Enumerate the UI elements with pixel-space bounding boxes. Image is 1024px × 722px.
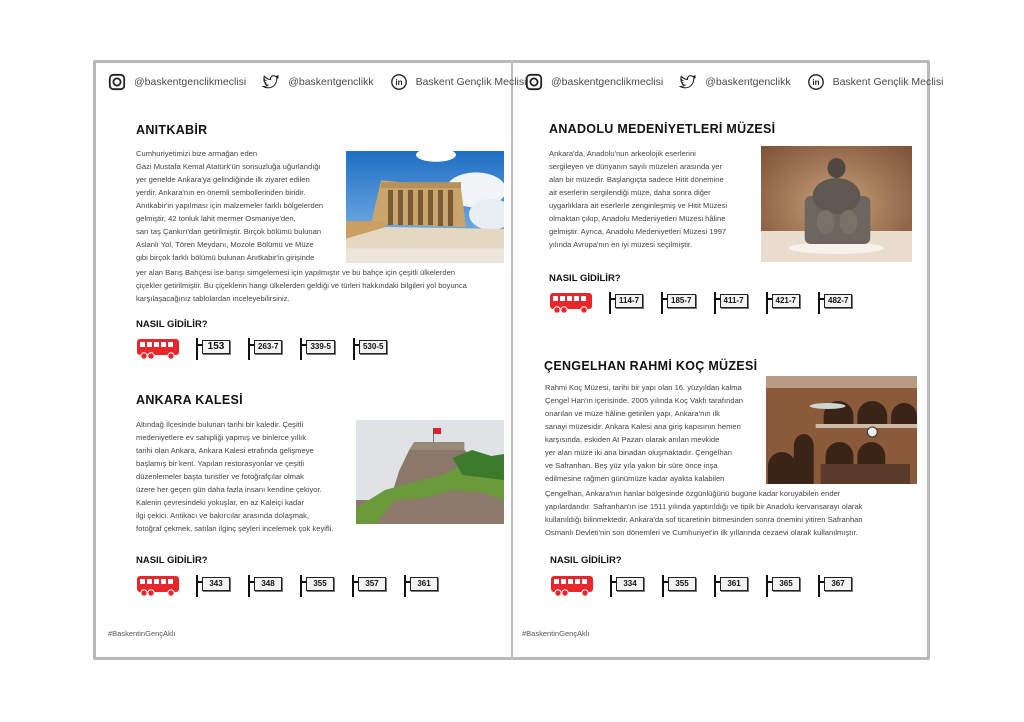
bus-line-number: 355 xyxy=(306,577,334,591)
bus-line-number: 263-7 xyxy=(254,340,282,354)
bus-lines-anitkabir xyxy=(136,338,405,360)
footer-hashtag: #BaskentinGençAklı xyxy=(108,629,176,638)
bus-line-number: 114-7 xyxy=(615,294,643,308)
bus-lines-ankara-kalesi xyxy=(136,575,456,597)
bus-stop-sign xyxy=(714,292,748,314)
text-line: medeniyetlere ev sahipliği yapmış ve binlerce yıllık xyxy=(136,433,307,442)
sign-pole xyxy=(352,575,354,597)
sign-pole xyxy=(609,292,611,314)
anitkabir-photo xyxy=(346,151,504,263)
text-line: gelmiştir, 42 tonluk lahit mermer Osmaniye'den, xyxy=(136,214,296,223)
bus-stop-sign xyxy=(609,292,643,314)
bus-line-number: 361 xyxy=(720,577,748,591)
text-line: sanayi müzesidir. Ankara Kalesi ana giriş kapısının hemen xyxy=(545,422,741,431)
bus-stop-sign xyxy=(714,575,748,597)
bus-stop-sign xyxy=(196,338,230,360)
text-line: sarı taş Çankırı'dan getirilmiştir. Birçok bölümü bulunan xyxy=(136,227,322,236)
ankara-kalesi-text xyxy=(136,418,354,535)
bus-stop-sign xyxy=(818,575,852,597)
text-line: Aslanlı Yol, Tören Meydanı, Mozole Bölümü ve Müze xyxy=(136,240,314,249)
twitter-icon xyxy=(679,73,697,91)
text-line: Altındağ İlçesinde bulunan tarihi bir kaledir. Çeşitli xyxy=(136,420,304,429)
bus-stop-sign xyxy=(300,575,334,597)
text-line: olmaktan çıkıp, Anadolu Medeniyetleri Müzesi hâline xyxy=(549,214,726,223)
bus-line-number: 185-7 xyxy=(667,294,695,308)
bus-line-number: 348 xyxy=(254,577,282,591)
text-line: tarihi olan Ankara, Ankara Kalesi etrafında gelişmeye xyxy=(136,446,314,455)
bus-stop-sign xyxy=(818,292,852,314)
sign-pole xyxy=(714,575,716,597)
how-to-get-heading: NASIL GİDİLİR? xyxy=(550,555,622,566)
sign-pole xyxy=(300,338,302,360)
right-page xyxy=(513,63,944,657)
sign-arm xyxy=(663,298,667,300)
bus-line-number: 361 xyxy=(410,577,438,591)
sign-arm xyxy=(354,581,358,583)
twitter-handle[interactable] xyxy=(262,73,373,91)
bus-line-number: 339-5 xyxy=(306,340,334,354)
linkedin-handle[interactable] xyxy=(807,73,944,91)
bus-line-number: 365 xyxy=(772,577,800,591)
sign-pole xyxy=(248,338,250,360)
instagram-icon xyxy=(108,73,126,91)
twitter-text: @baskentgenclikk xyxy=(288,76,374,88)
sign-arm xyxy=(198,581,202,583)
bus-icon xyxy=(136,575,180,597)
twitter-icon xyxy=(262,73,280,91)
cengelhan-text-bottom xyxy=(545,487,917,539)
instagram-icon xyxy=(525,73,543,91)
bus-stop-sign xyxy=(404,575,438,597)
bus-line-number: 421-7 xyxy=(772,294,800,308)
text-line: karşısında, eskiden At Pazarı olarak anılan mevkide xyxy=(545,435,720,444)
anadolu-medeniyetleri-photo xyxy=(761,146,912,262)
sign-arm xyxy=(612,581,616,583)
sign-pole xyxy=(766,292,768,314)
text-line: ilgi çekici. Antikacı ve bakırcılar arasında dolaşmak, xyxy=(136,511,310,520)
sign-pole xyxy=(196,575,198,597)
sign-pole xyxy=(818,575,820,597)
bus-lines-cengelhan xyxy=(550,575,870,597)
twitter-text: @baskentgenclikk xyxy=(705,76,791,88)
sign-arm xyxy=(820,298,824,300)
bus-stop-sign xyxy=(300,338,334,360)
linkedin-handle[interactable] xyxy=(390,73,527,91)
sign-arm xyxy=(611,298,615,300)
bus-line-number: 482-7 xyxy=(824,294,852,308)
bus-line-number: 153 xyxy=(202,340,230,354)
bus-stop-sign xyxy=(248,338,282,360)
bus-stop-sign xyxy=(196,575,230,597)
social-header xyxy=(525,73,959,91)
bus-lines-anadolu-medeniyetleri xyxy=(549,292,870,314)
footer-hashtag: #BaskentinGençAklı xyxy=(522,629,590,638)
section-title-cengelhan: ÇENGELHAN RAHMİ KOÇ MÜZESİ xyxy=(544,359,758,373)
sign-pole xyxy=(248,575,250,597)
svg-text:in: in xyxy=(395,78,403,88)
sign-arm xyxy=(768,298,772,300)
text-line: Kalenin çevresindeki yokuşlar, en az Kaleiçi kadar xyxy=(136,498,304,507)
anadolu-medeniyetleri-text xyxy=(549,147,757,251)
anitkabir-text-top xyxy=(136,147,344,264)
sign-arm xyxy=(198,344,202,346)
text-line: yer genelde Ankara'ya gelindiğinde ilk ziyaret edilen xyxy=(136,175,310,184)
cengelhan-text-top xyxy=(545,381,763,485)
text-line: ve Safranhan. Beş yüz yıla yakın bir süre önce inşa xyxy=(545,461,718,470)
bus-line-number: 355 xyxy=(668,577,696,591)
bus-stop-sign xyxy=(353,338,387,360)
bus-line-number: 357 xyxy=(358,577,386,591)
ankara-kalesi-photo xyxy=(356,420,504,524)
sign-arm xyxy=(302,344,306,346)
sign-pole xyxy=(196,338,198,360)
text-line: edilmesine rağmen günümüze kadar ayakta kalabilen xyxy=(545,474,725,483)
text-line: onarılan ve müze hâline getirilen yapı, Ankara'nın ilk xyxy=(545,409,720,418)
sign-arm xyxy=(768,581,772,583)
text-line: yapılardandır. Safranhan'ın ise 1511 yılında yaptırıldığı ve tipik bir Anadolu kervansarayı olarak xyxy=(545,502,863,511)
text-line: çiçekler getirilmiştir. Bu çiçeklerin hangi ülkelerden geldiği ve türleri hakkındaki bilgileri yol boyunca xyxy=(136,281,467,290)
bus-stop-sign xyxy=(661,292,695,314)
sign-arm xyxy=(302,581,306,583)
bus-line-number: 334 xyxy=(616,577,644,591)
text-line: alan bir müzedir. Başlangıçta sadece Hitit dönemine xyxy=(549,175,724,184)
linkedin-text: Baskent Gençlik Meclisi xyxy=(832,76,944,88)
sign-pole xyxy=(714,292,716,314)
section-title-anitkabir: ANITKABİR xyxy=(136,123,208,137)
sign-arm xyxy=(250,581,254,583)
sign-arm xyxy=(716,298,720,300)
sign-pole xyxy=(766,575,768,597)
how-to-get-heading: NASIL GİDİLİR? xyxy=(136,319,208,330)
how-to-get-heading: NASIL GİDİLİR? xyxy=(549,273,621,284)
text-line: karşılaşacağınız tablolardan inceleyebilirsiniz. xyxy=(136,294,290,303)
text-line: Cumhuriyetimizi bize armağan eden xyxy=(136,149,258,158)
text-line: ait eserlerin sergilendiği müze, daha sonra diğer xyxy=(549,188,711,197)
sign-pole xyxy=(404,575,406,597)
sign-pole xyxy=(610,575,612,597)
text-line: gibi birçok farklı bölümü bulunan Anıtkabir'in girişinde xyxy=(136,253,315,262)
sign-arm xyxy=(820,581,824,583)
linkedin-icon xyxy=(807,73,825,91)
text-line: yerdir. Ankara'nın en önemli sembollerinden biridir. xyxy=(136,188,306,197)
text-line: Osmanlı Devleti'nin son dönemleri ve Cumhuriyet'in ilk yıllarında cezaevi olarak kullanılmıştır. xyxy=(545,528,858,537)
instagram-text: @baskentgenclikmeclisi xyxy=(134,76,247,88)
sign-arm xyxy=(716,581,720,583)
text-line: Çengel Han'ın içerisinde. 2005 yılında Koç Vakfı tarafından xyxy=(545,396,744,405)
sign-pole xyxy=(300,575,302,597)
sign-arm xyxy=(406,581,410,583)
text-line: başlamış bir kent. Yapılan restorasyonlar ve çeşitli xyxy=(136,459,305,468)
text-line: düzenlemeler başta turistler ve fotoğrafçılar olmak xyxy=(136,472,304,481)
how-to-get-heading: NASIL GİDİLİR? xyxy=(136,555,208,566)
twitter-handle[interactable] xyxy=(679,73,790,91)
text-line: uygarlıklara ait eserlerle zenginleşmiş ve Hitit Müzesi xyxy=(549,201,728,210)
text-line: yer alan Barış Bahçesi ise barışı simgelemesi için yapılmıştır ve bu bahçe için çeşitli ülkelerden xyxy=(136,268,456,277)
text-line: Rahmi Koç Müzesi, tarihi bir yapı olan 16. yüzyıldan kalma xyxy=(545,383,742,392)
bus-line-number: 530-5 xyxy=(359,340,387,354)
bus-line-number: 411-7 xyxy=(720,294,748,308)
bus-stop-sign xyxy=(248,575,282,597)
sign-pole xyxy=(818,292,820,314)
svg-text:in: in xyxy=(812,78,820,88)
bus-icon xyxy=(549,292,593,314)
text-line: fotoğraf çekmek, satılan ilginç şeyleri incelemek çok keyifli. xyxy=(136,524,334,533)
text-line: gelmiştir. Ayrıca, Anadolu Medeniyetleri Müzesi 1997 xyxy=(549,227,727,236)
bus-stop-sign xyxy=(662,575,696,597)
text-line: sergileyen ve dünyanın sayılı müzeleri arasında yer xyxy=(549,162,723,171)
section-title-anadolu-medeniyetleri: ANADOLU MEDENİYETLERİ MÜZESİ xyxy=(549,122,776,136)
bus-stop-sign xyxy=(610,575,644,597)
text-line: kullanıldığı bilinmektedir. Ankara'da sof ticaretinin bitmesinden sonra önemini yitiren Safranhan xyxy=(545,515,863,524)
text-line: yer alan müze iki ana binadan oluşmaktadır. Çengelhan xyxy=(545,448,733,457)
linkedin-icon xyxy=(390,73,408,91)
instagram-text: @baskentgenclikmeclisi xyxy=(551,76,664,88)
section-title-ankara-kalesi: ANKARA KALESİ xyxy=(136,393,243,407)
anitkabir-text-bottom xyxy=(136,266,508,305)
bus-stop-sign xyxy=(766,575,800,597)
left-page xyxy=(96,63,527,657)
text-line: üzere her geçen gün daha fazla insanı kendine çekiyor. xyxy=(136,485,322,494)
linkedin-text: Baskent Gençlik Meclisi xyxy=(415,76,527,88)
bus-line-number: 367 xyxy=(824,577,852,591)
social-header xyxy=(108,73,542,91)
bus-icon xyxy=(550,575,594,597)
sign-pole xyxy=(662,575,664,597)
text-line: yılında Avrupa'nın en iyi müzesi seçilmiştir. xyxy=(549,240,693,249)
sign-arm xyxy=(664,581,668,583)
text-line: Ankara'da, Anadolu'nun arkeolojik eserlerini xyxy=(549,149,696,158)
bus-icon xyxy=(136,338,180,360)
bus-stop-sign xyxy=(766,292,800,314)
sign-arm xyxy=(250,344,254,346)
text-line: Anıtkabir'in yapılması için malzemeler farklı bölgelerden xyxy=(136,201,324,210)
text-line: Çengelhan, Ankara'nın hanlar bölgesinde özgünlüğünü bugüne kadar koruyabilen ender xyxy=(545,489,841,498)
sign-pole xyxy=(353,338,355,360)
bus-line-number: 343 xyxy=(202,577,230,591)
cengelhan-photo xyxy=(766,376,917,484)
sign-arm xyxy=(355,344,359,346)
text-line: Gazi Mustafa Kemal Atatürk'ün sonsuzluğa uğurlandığı xyxy=(136,162,321,171)
instagram-handle[interactable] xyxy=(108,73,246,91)
instagram-handle[interactable] xyxy=(525,73,663,91)
bus-stop-sign xyxy=(352,575,386,597)
sign-pole xyxy=(661,292,663,314)
